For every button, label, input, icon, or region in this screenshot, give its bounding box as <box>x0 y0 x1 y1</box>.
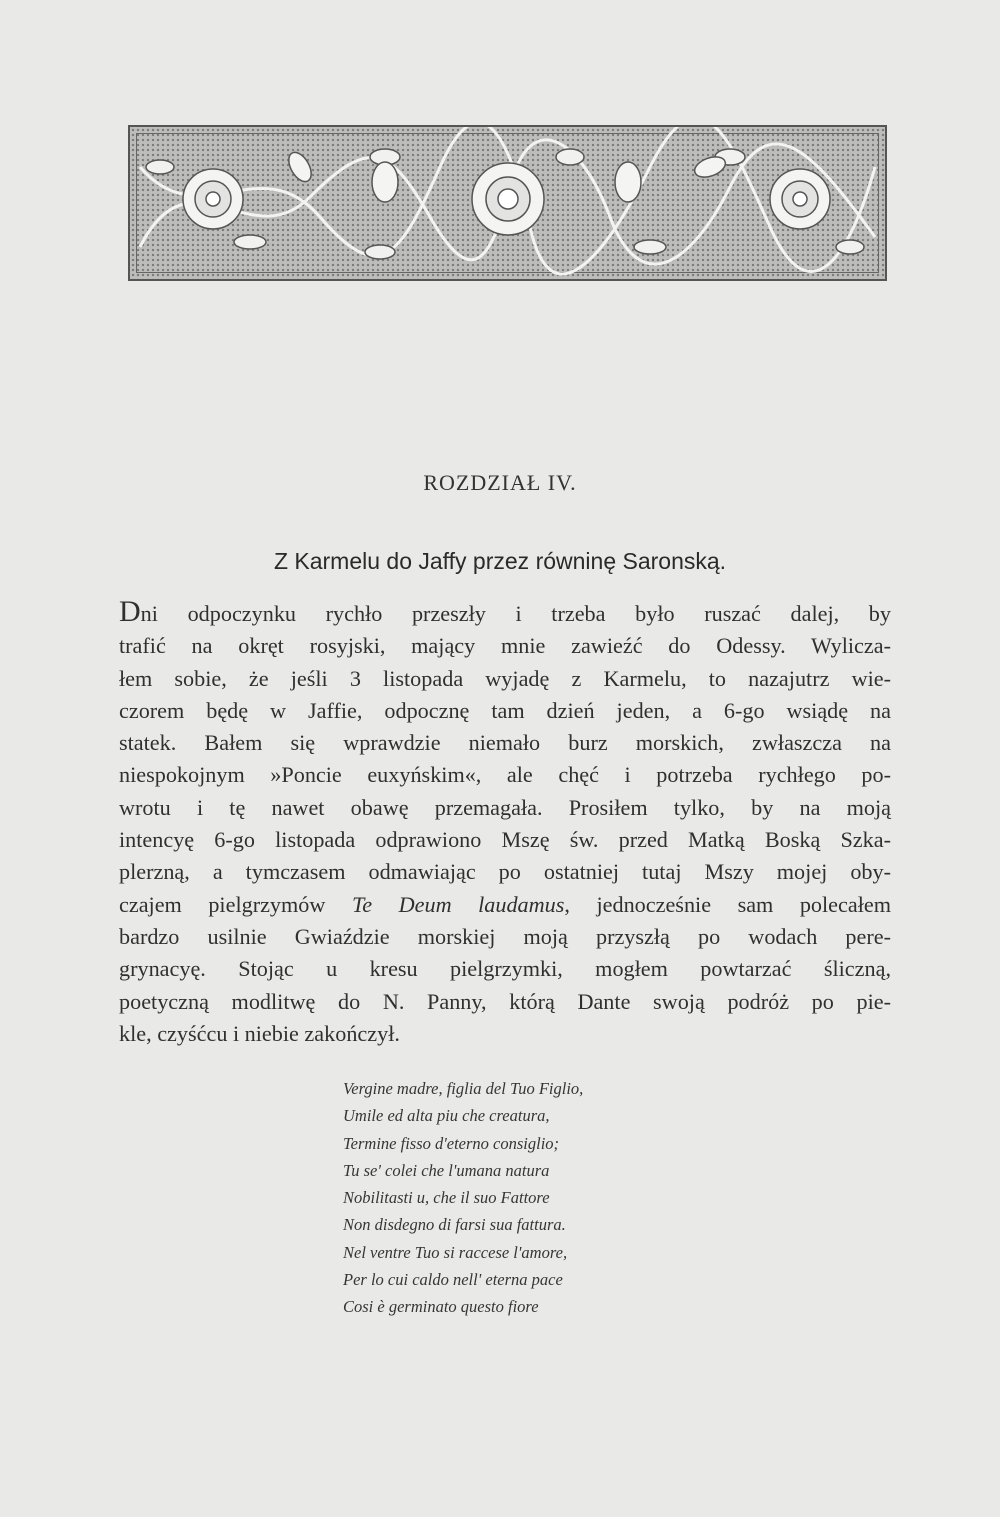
paragraph-line: poetyczną modlitwę do N. Panny, którą Dante swoją podróż po pie- <box>119 988 891 1014</box>
paragraph-line: intencyę 6-go listopada odprawiono Mszę św. przed Matką Boską Szka- <box>119 827 891 853</box>
chapter-title: Z Karmelu do Jaffy przez równinę Saronską. <box>273 548 727 574</box>
verse-line: Termine fisso d'eterno consiglio; <box>343 1133 560 1153</box>
verse-line: Non disdegno di farsi sua fattura. <box>343 1215 566 1235</box>
verse-line: Vergine madre, figlia del Tuo Figlio, <box>343 1079 584 1098</box>
chapter-heading: ROZDZIAŁ IV. <box>423 470 577 495</box>
latin-phrase: Te Deum laudamus <box>351 891 565 917</box>
paragraph-line: czorem będę w Jaffie, odpocznę tam dzień jeden, a 6-go wsiądę na <box>119 697 891 723</box>
paragraph-line: plerzną, a tymczasem odmawiając po ostatniej tutaj Mszy mojej oby- <box>119 859 891 885</box>
verse-line: Nel ventre Tuo si raccese l'amore, <box>343 1242 568 1262</box>
paragraph-line: wrotu i tę nawet obawę przemagała. Prosiłem tylko, by na moją <box>119 794 891 820</box>
paragraph-line: trafić na okręt rosyjski, mający mnie zawieźć do Odessy. Wylicza- <box>119 633 891 659</box>
paragraph-line: statek. Bałem się wprawdzie niemało burz morskich, zwłaszcza na <box>119 730 891 756</box>
paragraph-line: Dni odpoczynku rychło przeszły i trzeba było ruszać dalej, by <box>119 595 891 628</box>
body-paragraph <box>119 595 891 1050</box>
verse-line: Tu se' colei che l'umana natura <box>343 1160 550 1180</box>
verse-line: Nobilitasti u, che il suo Fattore <box>343 1188 550 1208</box>
verse-line: Per lo cui caldo nell' eterna pace <box>343 1270 563 1290</box>
paragraph-line: niespokojnym »Poncie euxyńskim«, ale chęć i potrzeba rychłego po- <box>119 762 891 788</box>
italian-verse <box>343 1075 583 1321</box>
verse-line: Umile ed alta piu che creatura, <box>343 1106 550 1126</box>
floral-ornament-icon <box>130 127 885 279</box>
verse-line: Cosi è germinato questo fiore <box>343 1297 539 1317</box>
paragraph-line: grynacyę. Stojąc u kresu pielgrzymki, mogłem powtarzać śliczną, <box>119 956 891 982</box>
floral-ornament-band <box>128 125 887 281</box>
paragraph-line: bardzo usilnie Gwiaździe morskiej moją przyszłą po wodach pere- <box>119 923 891 949</box>
paragraph-line: czajem pielgrzymów Te Deum laudamus, jednocześnie sam polecałem <box>119 891 891 917</box>
paragraph-line: łem sobie, że jeśli 3 listopada wyjadę z Karmelu, to nazajutrz wie- <box>119 665 891 691</box>
paragraph-line: kle, czyśćcu i niebie zakończył. <box>119 1020 400 1046</box>
drop-cap: D <box>119 595 141 628</box>
